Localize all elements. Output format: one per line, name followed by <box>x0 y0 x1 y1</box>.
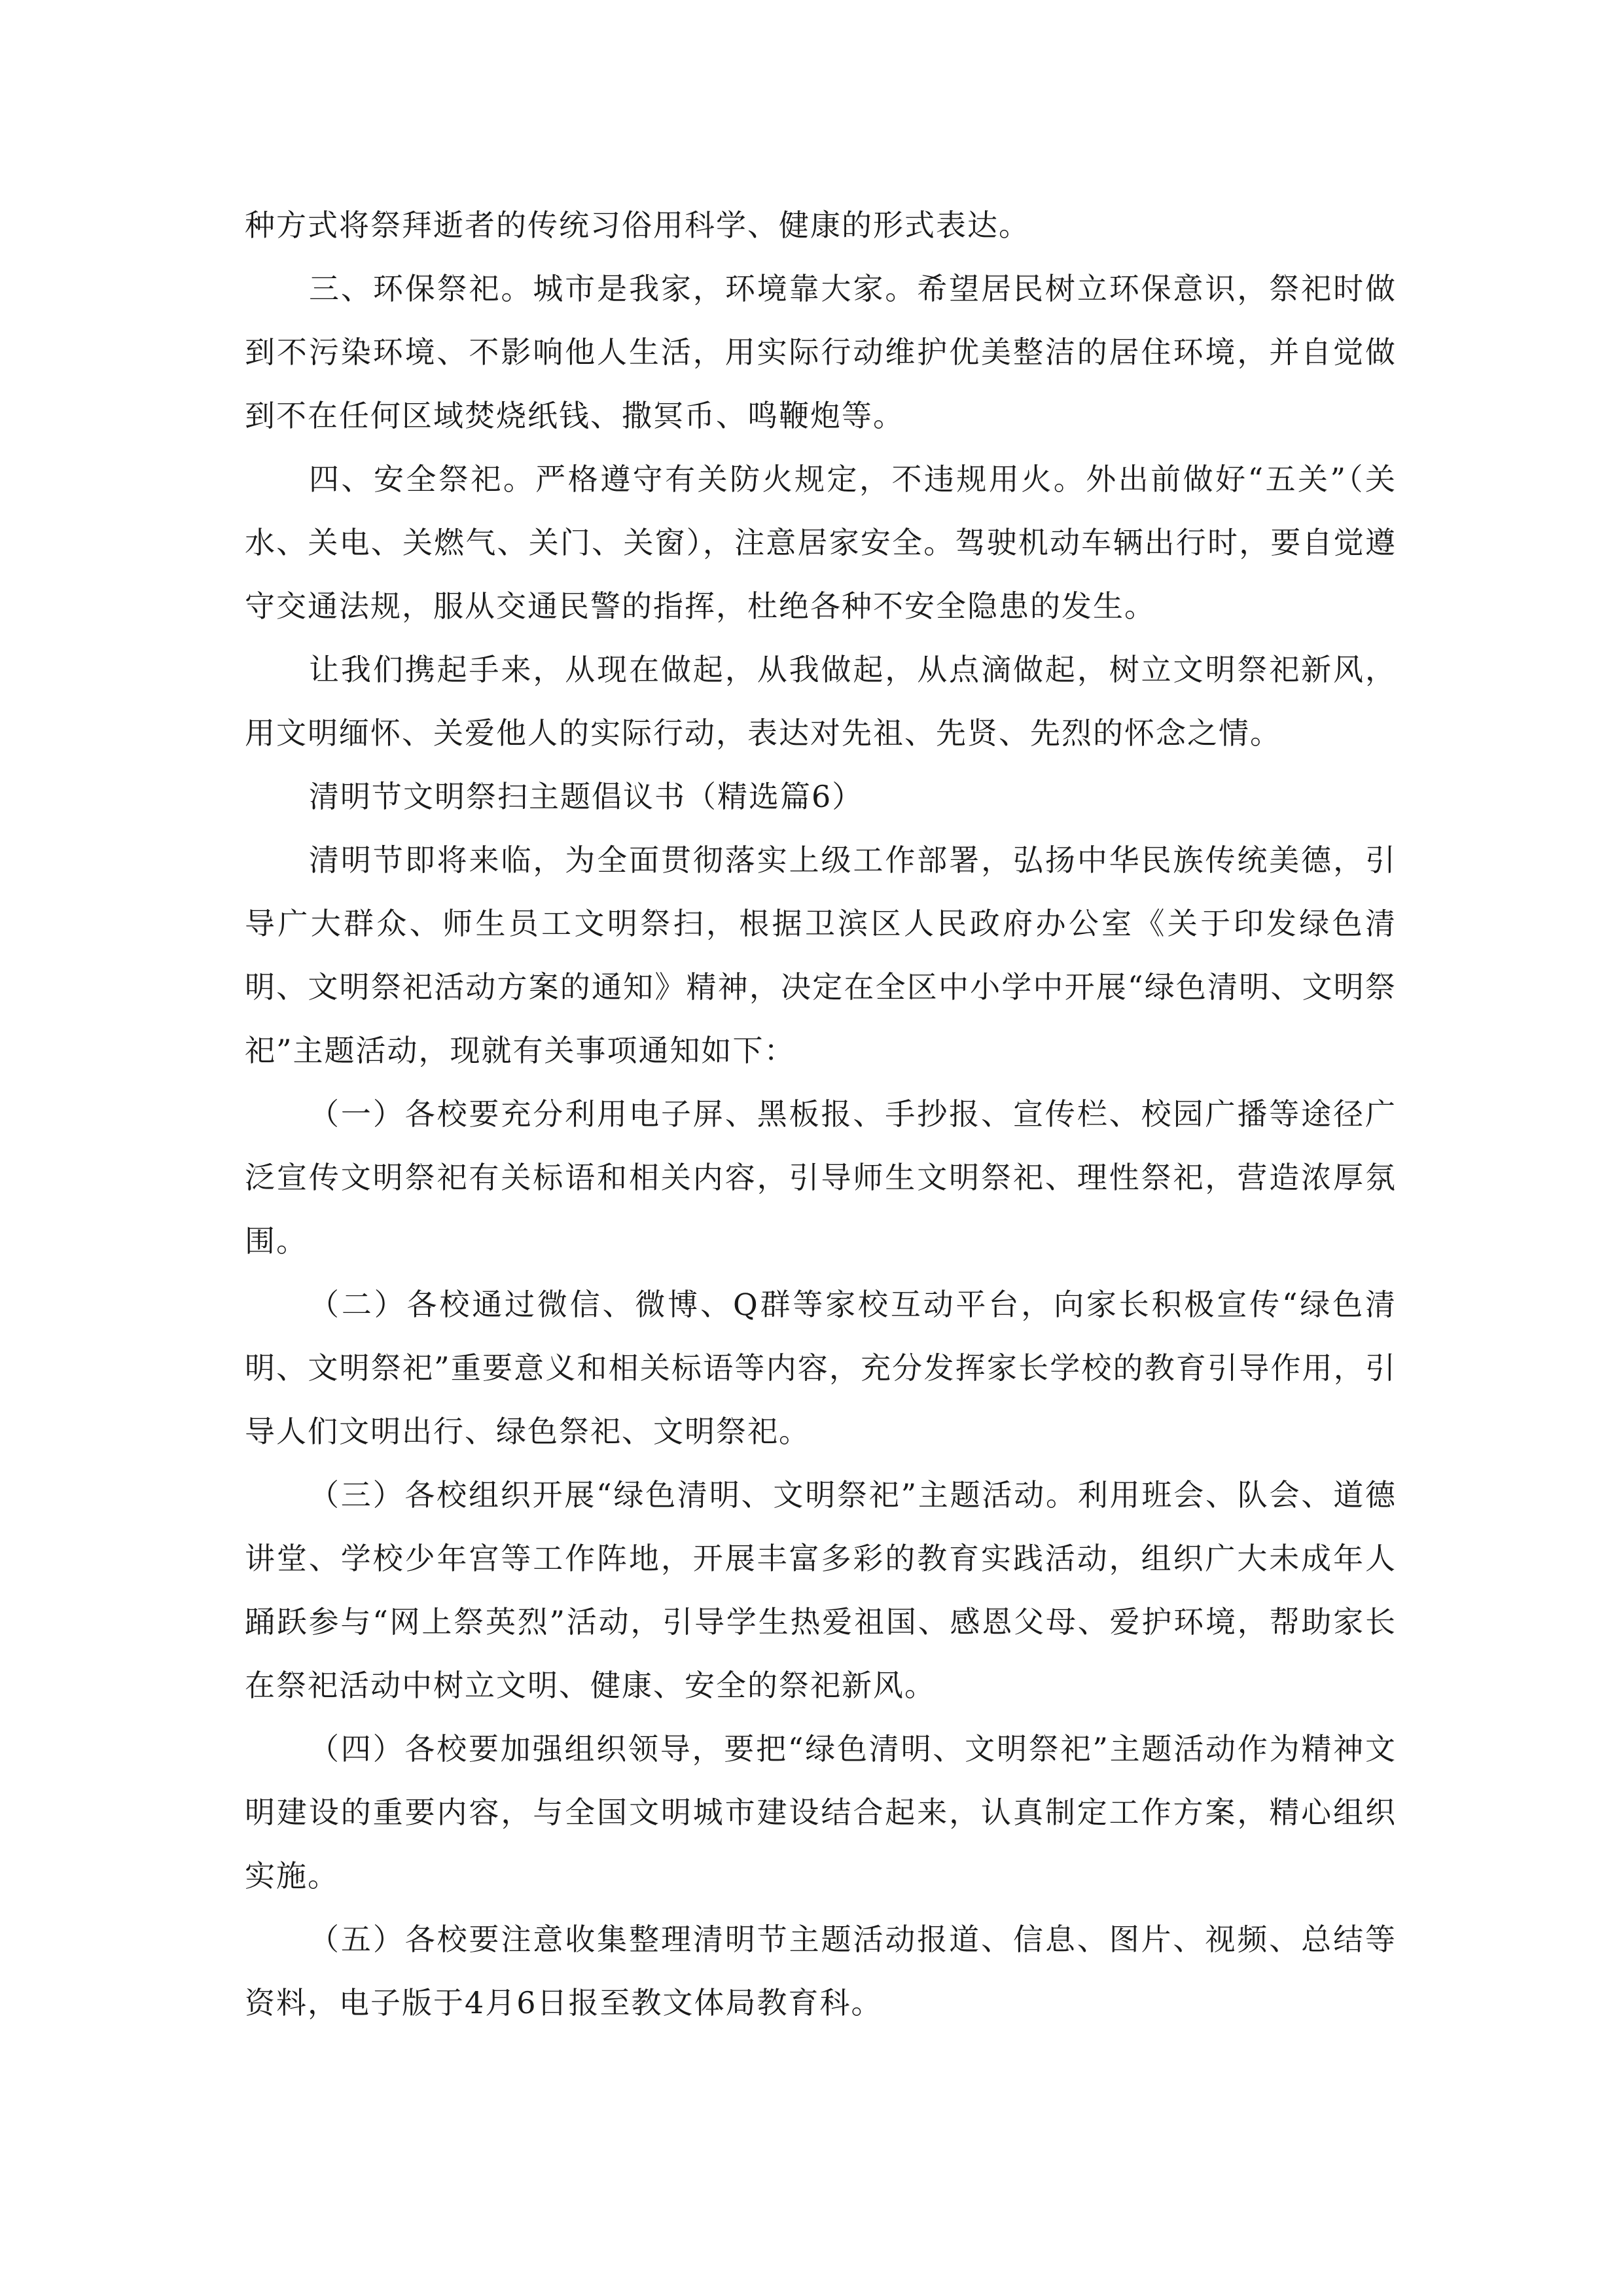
paragraph-item-1: （一）各校要充分利用电子屏、黑板报、手抄报、宣传栏、校园广播等途径广泛宣传文明祭祀有关标语和相关内容，引导师生文明祭祀、理性祭祀，营造浓厚氛围。 <box>245 1096 1397 1259</box>
document-body <box>245 194 1397 2035</box>
paragraph-intro: 清明节即将来临，为全面贯彻落实上级工作部署，弘扬中华民族传统美德，引导广大群众、师生员工文明祭扫，根据卫滨区人民政府办公室《关于印发绿色清明、文明祭祀活动方案的通知》精神，决定在全区中小学中开展“绿色清明、文明祭祀”主题活动，现就有关事项通知如下： <box>245 842 1397 1068</box>
paragraph-continuation: 种方式将祭拜逝者的传统习俗用科学、健康的形式表达。 <box>245 207 1030 243</box>
paragraph-item-4: （四）各校要加强组织领导，要把“绿色清明、文明祭祀”主题活动作为精神文明建设的重要内容，与全国文明城市建设结合起来，认真制定工作方案，精心组织实施。 <box>245 1731 1397 1893</box>
section-heading: 清明节文明祭扫主题倡议书（精选篇6） <box>309 779 864 814</box>
paragraph-item-2: （二）各校通过微信、微博、Q群等家校互动平台，向家长积极宣传“绿色清明、文明祭祀”重要意义和相关标语等内容，充分发挥家长学校的教育引导作用，引导人们文明出行、绿色祭祀、文明祭祀。 <box>245 1287 1397 1449</box>
paragraph-call-to-action: 让我们携起手来，从现在做起，从我做起，从点滴做起，树立文明祭祀新风，用文明缅怀、关爱他人的实际行动，表达对先祖、先贤、先烈的怀念之情。 <box>245 652 1397 751</box>
paragraph-eco-sacrifice: 三、环保祭祀。城市是我家，环境靠大家。希望居民树立环保意识，祭祀时做到不污染环境、不影响他人生活，用实际行动维护优美整洁的居住环境，并自觉做到不在任何区域焚烧纸钱、撒冥币、鸣鞭炮等。 <box>245 271 1397 433</box>
paragraph-safe-sacrifice: 四、安全祭祀。严格遵守有关防火规定，不违规用火。外出前做好“五关”（关水、关电、关燃气、关门、关窗），注意居家安全。驾驶机动车辆出行时，要自觉遵守交通法规，服从交通民警的指挥，杜绝各种不安全隐患的发生。 <box>245 461 1397 624</box>
paragraph-item-5: （五）各校要注意收集整理清明节主题活动报道、信息、图片、视频、总结等资料，电子版于4月6日报至教文体局教育科。 <box>245 1922 1397 2020</box>
paragraph-item-3: （三）各校组织开展“绿色清明、文明祭祀”主题活动。利用班会、队会、道德讲堂、学校少年宫等工作阵地，开展丰富多彩的教育实践活动，组织广大未成年人踊跃参与“网上祭英烈”活动，引导学生热爱祖国、感恩父母、爱护环境，帮助家长在祭祀活动中树立文明、健康、安全的祭祀新风。 <box>245 1477 1397 1703</box>
